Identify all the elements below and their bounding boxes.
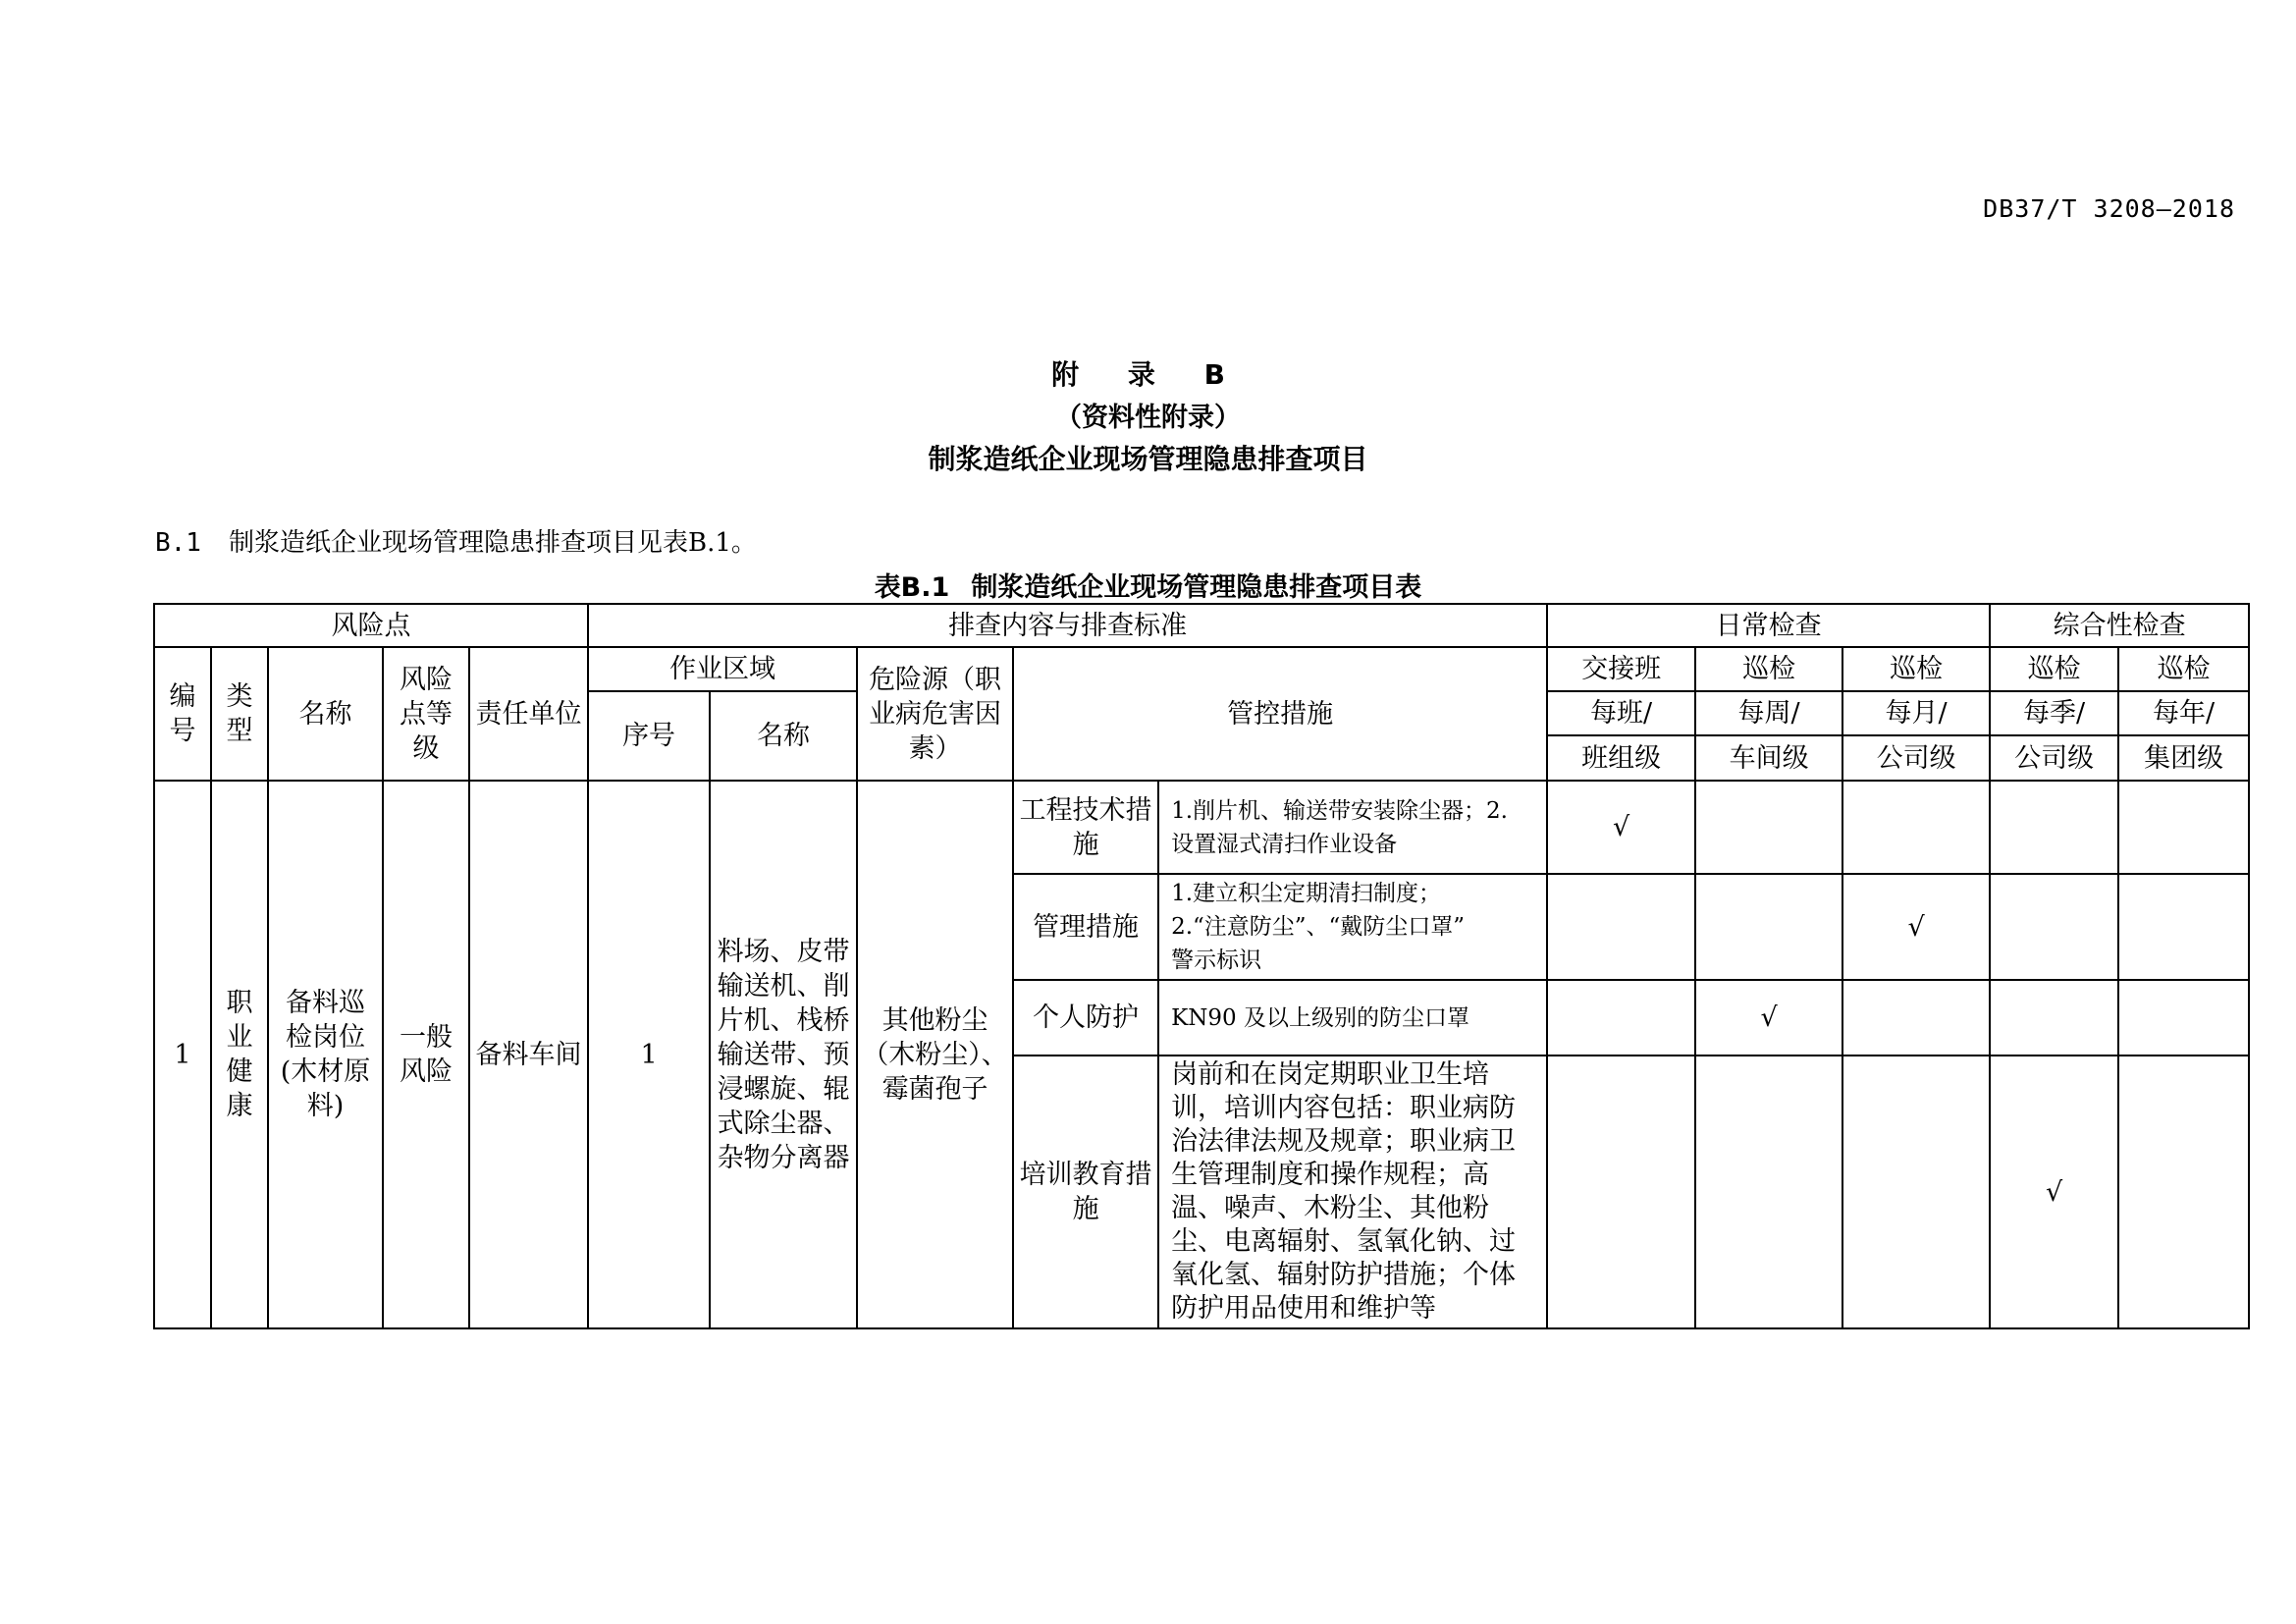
col-header-type: 类型	[211, 647, 268, 781]
cell-id: 1	[154, 781, 211, 1328]
cell-hazard: 其他粉尘（木粉尘）、霉菌孢子	[857, 781, 1013, 1328]
check-mark	[1695, 781, 1842, 874]
check-mark	[1547, 980, 1695, 1056]
check-mark	[1842, 781, 1990, 874]
cell-area-name: 料场、皮带输送机、削片机、栈桥输送带、预浸螺旋、辊式除尘器、杂物分离器	[710, 781, 857, 1328]
check-col-freq: 每季/	[1990, 691, 2118, 735]
check-mark	[1695, 874, 1842, 980]
clause-number: B.1	[155, 528, 201, 558]
check-mark	[2118, 781, 2249, 874]
measure-category: 工程技术措施	[1013, 781, 1158, 874]
col-header-risk-level: 风险点等级	[383, 647, 469, 781]
measure-content-line: 岗前和在岗定期职业卫生培训，培训内容包括：职业病防治法律法规及规章；职业病卫生管理制度和操作规程；高温、噪声、木粉尘、其他粉尘、电离辐射、氢氧化钠、过氧化氢、辐射防护措施；个体防护用品使用和维护等	[1171, 1059, 1517, 1324]
check-col-title: 交接班	[1547, 647, 1695, 691]
check-mark	[1547, 874, 1695, 980]
measure-content-line: 1.建立积尘定期清扫制度；	[1171, 881, 1442, 906]
col-header-responsible: 责任单位	[469, 647, 588, 781]
col-header-id: 编号	[154, 647, 211, 781]
cell-risk-level: 一般风险	[383, 781, 469, 1328]
measure-content	[1158, 980, 1547, 1056]
measure-content-line: 警示标识	[1171, 947, 1262, 973]
hazard-inspection-table	[153, 603, 2250, 1329]
table-caption-number: 表B.1	[874, 572, 950, 603]
measure-content-line: 1.削片机、输送带安装除尘器；2.	[1171, 797, 1508, 824]
check-mark	[2118, 874, 2249, 980]
check-mark	[1990, 874, 2118, 980]
col-header-control: 管控措施	[1013, 647, 1547, 781]
check-col-title: 巡检	[1990, 647, 2118, 691]
measure-content-line: 2.“注意防尘”、“戴防尘口罩”	[1171, 914, 1466, 940]
check-col-title: 巡检	[2118, 647, 2249, 691]
measure-content	[1158, 874, 1547, 980]
check-mark	[1842, 1056, 1990, 1328]
check-col-level: 班组级	[1547, 735, 1695, 781]
cell-type: 职业健康	[211, 781, 268, 1328]
col-header-area-name: 名称	[710, 691, 857, 781]
group-header-check-content: 排查内容与排查标准	[588, 604, 1547, 647]
check-col-freq: 每周/	[1695, 691, 1842, 735]
check-col-title: 巡检	[1842, 647, 1990, 691]
check-col-level: 集团级	[2118, 735, 2249, 781]
cell-area-seq: 1	[588, 781, 710, 1328]
group-header-daily-check: 日常检查	[1547, 604, 1990, 647]
measure-category: 培训教育措施	[1013, 1056, 1158, 1328]
col-header-work-area: 作业区域	[588, 647, 857, 691]
measure-content-line: 设置湿式清扫作业设备	[1171, 831, 1398, 857]
table-caption	[0, 566, 2296, 604]
check-col-freq: 每年/	[2118, 691, 2249, 735]
appendix-label: 附 录 B	[1051, 358, 1245, 391]
check-mark	[1990, 980, 2118, 1056]
check-col-freq: 每班/	[1547, 691, 1695, 735]
measure-category: 管理措施	[1013, 874, 1158, 980]
table-caption-text: 制浆造纸企业现场管理隐患排查项目表	[971, 572, 1422, 603]
check-mark: √	[1842, 874, 1990, 980]
appendix-nature: （资料性附录）	[1055, 403, 1241, 433]
check-mark	[1547, 1056, 1695, 1328]
cell-name: 备料巡检岗位(木材原料)	[268, 781, 383, 1328]
clause-text: 制浆造纸企业现场管理隐患排查项目见表B.1。	[228, 528, 757, 558]
measure-content-line: KN90 及以上级别的防尘口罩	[1171, 1004, 1469, 1031]
cell-responsible: 备料车间	[469, 781, 588, 1328]
appendix-title: 制浆造纸企业现场管理隐患排查项目	[928, 443, 1368, 475]
measure-category: 个人防护	[1013, 980, 1158, 1056]
check-mark: √	[1990, 1056, 2118, 1328]
document-code: DB37/T 3208—2018	[1983, 194, 2235, 223]
col-header-area-seq: 序号	[588, 691, 710, 781]
check-mark: √	[1695, 980, 1842, 1056]
check-mark	[1990, 781, 2118, 874]
check-col-freq: 每月/	[1842, 691, 1990, 735]
check-mark	[1695, 1056, 1842, 1328]
check-mark: √	[1547, 781, 1695, 874]
check-mark	[2118, 1056, 2249, 1328]
measure-content	[1158, 1056, 1547, 1328]
col-header-name: 名称	[268, 647, 383, 781]
check-mark	[1842, 980, 1990, 1056]
group-header-comprehensive-check: 综合性检查	[1990, 604, 2249, 647]
group-header-risk-point: 风险点	[154, 604, 588, 647]
check-col-level: 公司级	[1842, 735, 1990, 781]
check-col-title: 巡检	[1695, 647, 1842, 691]
clause-b1	[155, 522, 757, 559]
check-col-level: 车间级	[1695, 735, 1842, 781]
col-header-hazard: 危险源（职业病危害因素）	[857, 647, 1013, 781]
measure-content	[1158, 781, 1547, 874]
check-col-level: 公司级	[1990, 735, 2118, 781]
check-mark	[2118, 980, 2249, 1056]
